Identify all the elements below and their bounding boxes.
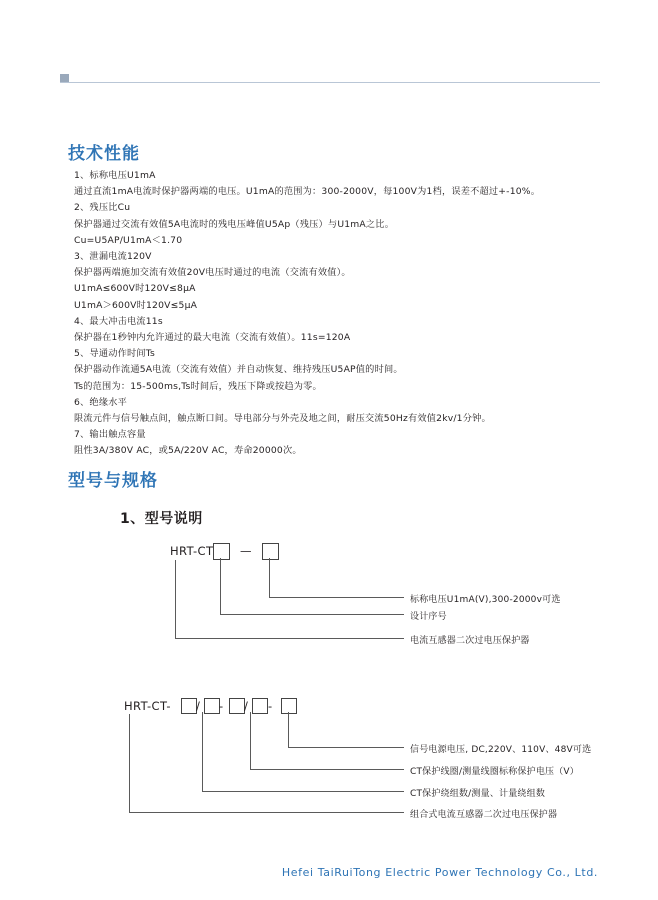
section-title-model: 型号与规格 xyxy=(68,471,158,491)
perf-line: 保护器通过交流有效值5A电流时的残电压峰值U5Ap（残压）与U1mA之比。 xyxy=(74,218,395,230)
diagram2-note: 信号电源电压, DC,220V、110V、48V可选 xyxy=(410,745,592,755)
diagram1-leader-h-2 xyxy=(220,614,404,615)
diagram2-note: 组合式电流互感器二次过电压保护器 xyxy=(410,810,558,820)
diagram1-note: 标称电压U1mA(V),300-2000v可选 xyxy=(410,595,561,605)
perf-line: U1mA＞600V时120V≤5μA xyxy=(74,299,198,311)
perf-line: 通过直流1mA电流时保护器两端的电压。U1mA的范围为：300-2000V，每100V为1档，误差不超过+-10%。 xyxy=(74,186,541,198)
header-divider xyxy=(60,82,600,83)
perf-line: 1、标称电压U1mA xyxy=(74,170,156,181)
diagram2-slot-3 xyxy=(229,698,245,714)
perf-line: 7、输出触点容量 xyxy=(74,429,146,441)
section-title-performance: 技术性能 xyxy=(68,144,140,164)
perf-line: Ts的范围为：15-500ms,Ts时间后，残压下降或按趋为零。 xyxy=(74,380,322,392)
diagram1-leader-h-3 xyxy=(175,638,404,639)
diagram1-slot-2 xyxy=(262,543,279,560)
perf-line: U1mA≤600V时120V≤8μA xyxy=(74,283,196,295)
diagram2-slot-2 xyxy=(204,698,220,714)
diagram1-leader-v-2 xyxy=(220,558,221,614)
perf-line: 2、残压比Cu xyxy=(74,202,131,214)
perf-line: 限流元件与信号触点间，触点断口间。导电部分与外壳及地之间，耐压交流50Hz有效值2kv/1分钟。 xyxy=(74,413,491,425)
diagram2-prefix: HRT-CT- xyxy=(124,699,171,713)
diagram2-slot-4 xyxy=(252,698,268,714)
diagram2-sep-4: - xyxy=(268,699,273,713)
diagram2-note: CT保护绕组数/测量、计量绕组数 xyxy=(410,789,546,799)
perf-line: 阻性3A/380V AC，或5A/220V AC，寿命20000次。 xyxy=(74,445,302,457)
diagram2-sep-1: / xyxy=(196,699,201,713)
diagram2-leader-v-1 xyxy=(288,712,289,747)
performance-text-block xyxy=(74,168,594,460)
diagram1-slot-1 xyxy=(213,543,230,560)
diagram2-leader-h-2 xyxy=(250,769,404,770)
diagram2-leader-h-4 xyxy=(129,812,404,813)
perf-line: 保护器在1秒钟内允许通过的最大电流（交流有效值）。11s=120A xyxy=(74,332,351,344)
perf-line: Cu=U5AP/U1mA＜1.70 xyxy=(74,234,183,246)
diagram2-leader-v-3 xyxy=(202,712,203,791)
perf-line: 6、绝缘水平 xyxy=(74,396,127,408)
diagram2-leader-v-2 xyxy=(250,712,251,769)
diagram2-slot-1 xyxy=(181,698,197,714)
diagram2-leader-v-4 xyxy=(129,714,130,812)
perf-line: 4、最大冲击电流11s xyxy=(74,315,163,327)
diagram2-sep-2: - xyxy=(219,699,224,713)
diagram2-leader-h-1 xyxy=(288,747,404,748)
diagram1-prefix: HRT-CT xyxy=(170,544,214,558)
perf-line: 保护器两端施加交流有效值20V电压时通过的电流（交流有效值）。 xyxy=(74,267,351,279)
subsection-title-model-description: 1、型号说明 xyxy=(120,511,203,527)
diagram1-leader-v-3 xyxy=(175,560,176,638)
diagram1-note: 电流互感器二次过电压保护器 xyxy=(410,636,530,646)
diagram2-leader-h-3 xyxy=(202,791,404,792)
diagram2-sep-3: / xyxy=(244,699,249,713)
perf-line: 3、泄漏电流120V xyxy=(74,251,152,263)
diagram1-leader-v-1 xyxy=(269,558,270,597)
perf-line: 5、导通动作时间Ts xyxy=(74,348,156,360)
perf-line: 保护器动作流通5A电流（交流有效值）并自动恢复、维持残压U5AP值的时间。 xyxy=(74,364,403,376)
diagram2-slot-5 xyxy=(281,698,297,714)
diagram1-note: 设计序号 xyxy=(410,612,447,622)
diagram2-note: CT保护线圈/测量线圈标称保护电压（V） xyxy=(410,767,579,777)
footer-company-name: Hefei TaiRuiTong Electric Power Technology Co., Ltd. xyxy=(281,866,598,879)
diagram1-dash: — xyxy=(240,544,252,558)
diagram1-leader-h-1 xyxy=(269,597,404,598)
